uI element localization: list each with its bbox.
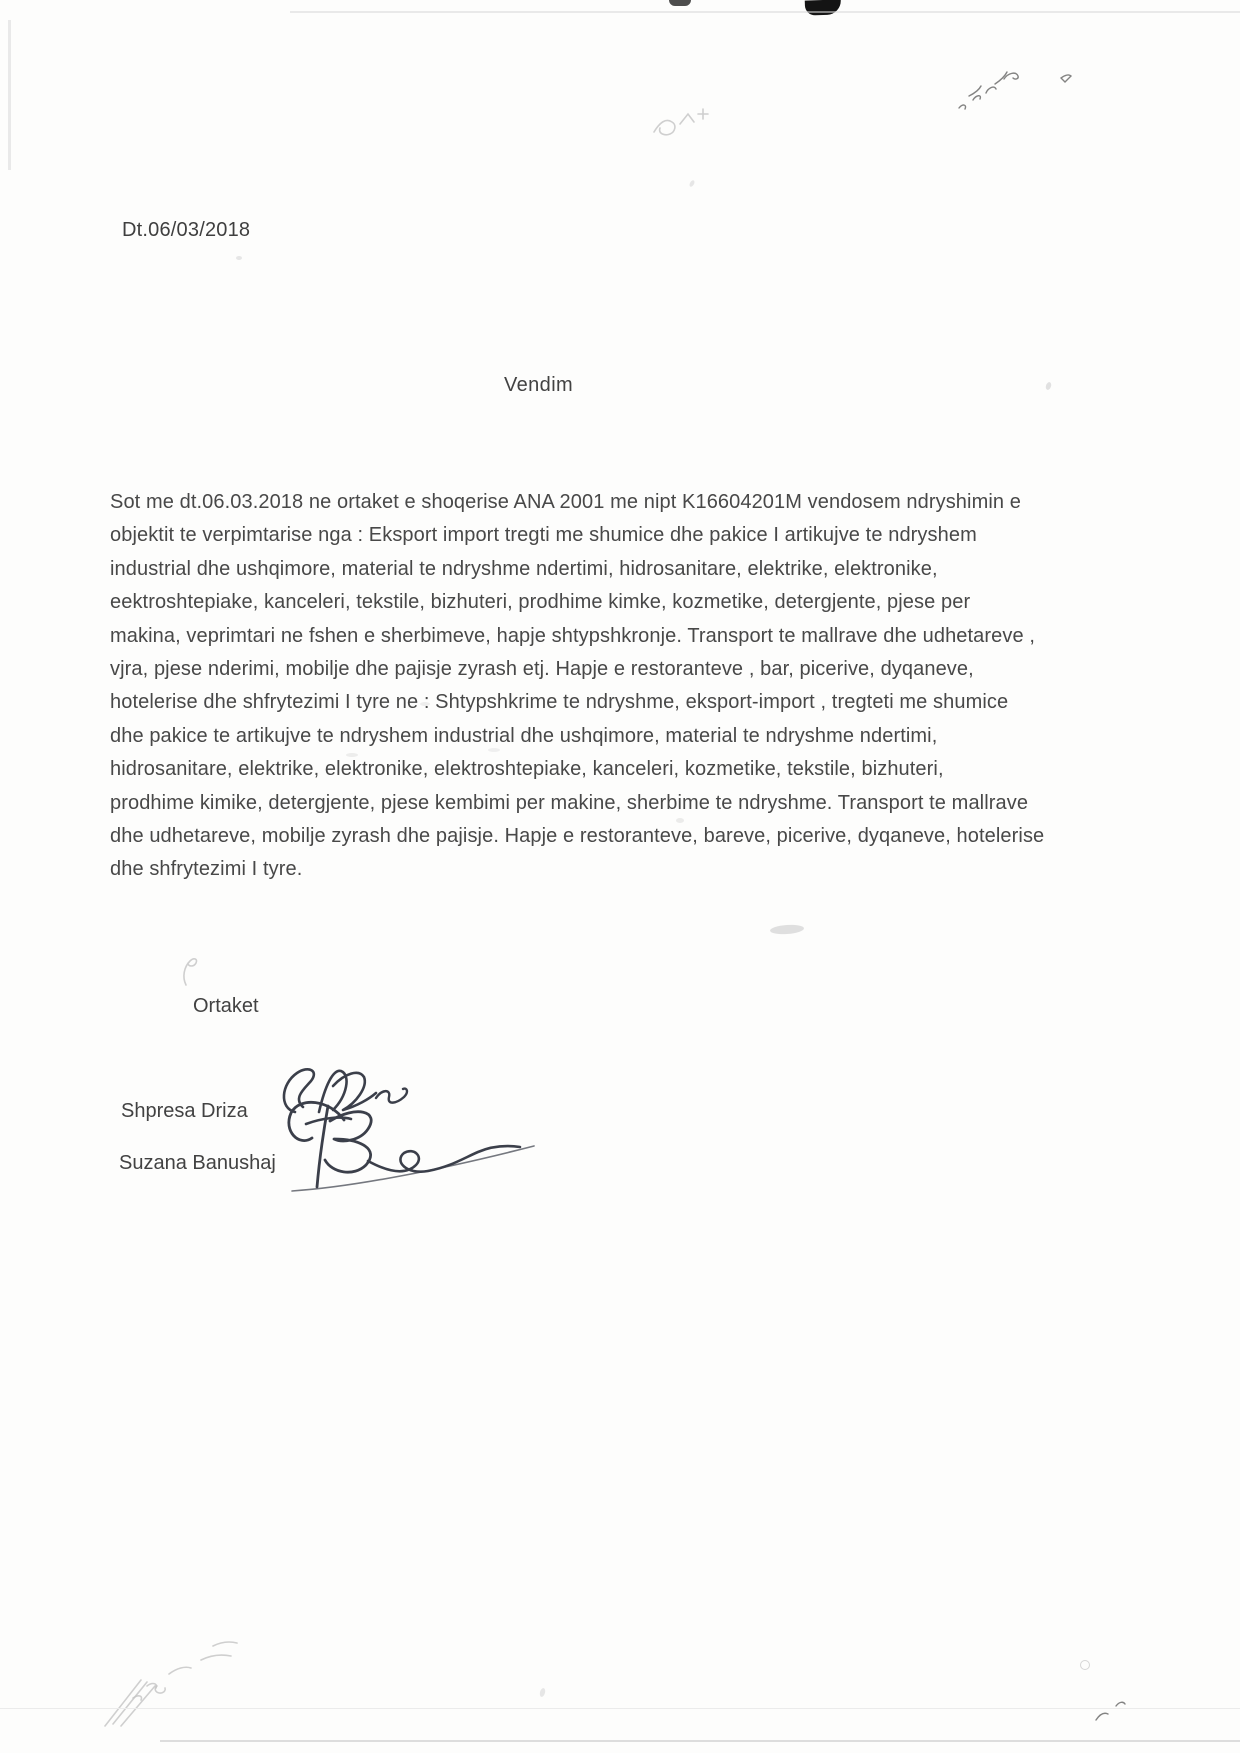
body-line: hotelerise dhe shfrytezimi I tyre ne : Shtypshkrime te ndryshme, eksport-import , tregteti me shumice [110, 691, 1009, 714]
scan-speck [539, 1688, 546, 1698]
body-line: objektit te verpimtarise nga : Eksport import tregti me shumice dhe pakice I artikujve te ndryshem [110, 524, 977, 547]
signature-shpresa-driza [275, 1060, 410, 1128]
scan-ring-mark [1080, 1660, 1090, 1670]
scan-speck [236, 256, 242, 260]
body-line: industrial dhe ushqimore, material te ndryshme ndertimi, hidrosanitare, elektrike, elektronike, [110, 557, 938, 580]
scan-streak-top [290, 11, 1240, 13]
body-line: dhe pakice te artikujve te ndryshem industrial dhe ushqimore, material te ndryshme ndertimi, [110, 724, 938, 747]
scan-ink-blob-top-small [669, 0, 691, 6]
scan-speck [1045, 381, 1052, 390]
body-line: vjra, pjese nderimi, mobilje dhe pajisje zyrash etj. Hapje e restoranteve , bar, picerive, dyqaneve, [110, 658, 974, 681]
scan-ink-blob-top [805, 0, 842, 16]
scan-smudge-middle [770, 924, 805, 935]
body-line: hidrosanitare, elektrike, elektronike, elektroshtepiake, kanceleri, kozmetike, tekstile, bizhuteri, [110, 758, 944, 781]
pencil-scribble-bottom-left [85, 1628, 245, 1733]
signer-name-suzana-banushaj: Suzana Banushaj [119, 1152, 276, 1174]
body-line: dhe udhetareve, mobilje zyrash dhe pajisje. Hapje e restoranteve, bareve, picerive, dyqaneve, hotelerise [110, 825, 1045, 848]
scan-speck [689, 179, 696, 187]
body-line: prodhime kimike, detergjente, pjese kembimi per makine, sherbime te ndryshme. Transport te mallrave [110, 791, 1029, 814]
scan-edge-shadow-left [8, 20, 11, 170]
signature-suzana-banushaj [262, 1094, 552, 1202]
pencil-scribble-top-right [955, 52, 1075, 114]
body-line: makina, veprimtari ne fshen e sherbimeve, hapje shtypshkronje. Transport te mallrave dhe udhetareve , [110, 624, 1036, 647]
faint-scribble-top-center [650, 98, 730, 140]
document-date: Dt.06/03/2018 [122, 219, 251, 241]
document-title: Vendim [504, 374, 574, 396]
scan-bottom-edge-line [160, 1740, 1240, 1742]
signer-name-shpresa-driza: Shpresa Driza [121, 1100, 248, 1122]
pencil-curl-above-closing [176, 955, 200, 989]
decision-body [110, 486, 1120, 887]
body-line: Sot me dt.06.03.2018 ne ortaket e shoqerise ANA 2001 me nipt K16604201M vendosem ndryshimin e [110, 491, 1021, 513]
pencil-marks-bottom-center [1090, 1690, 1160, 1730]
scan-fold-line [0, 1708, 1240, 1709]
body-line: eektroshtepiake, kanceleri, tekstile, bizhuteri, prodhime kimke, kozmetike, detergjente, pjese per [110, 591, 971, 614]
closing-label-ortaket: Ortaket [193, 995, 259, 1017]
body-line: dhe shfrytezimi I tyre. [110, 858, 303, 881]
